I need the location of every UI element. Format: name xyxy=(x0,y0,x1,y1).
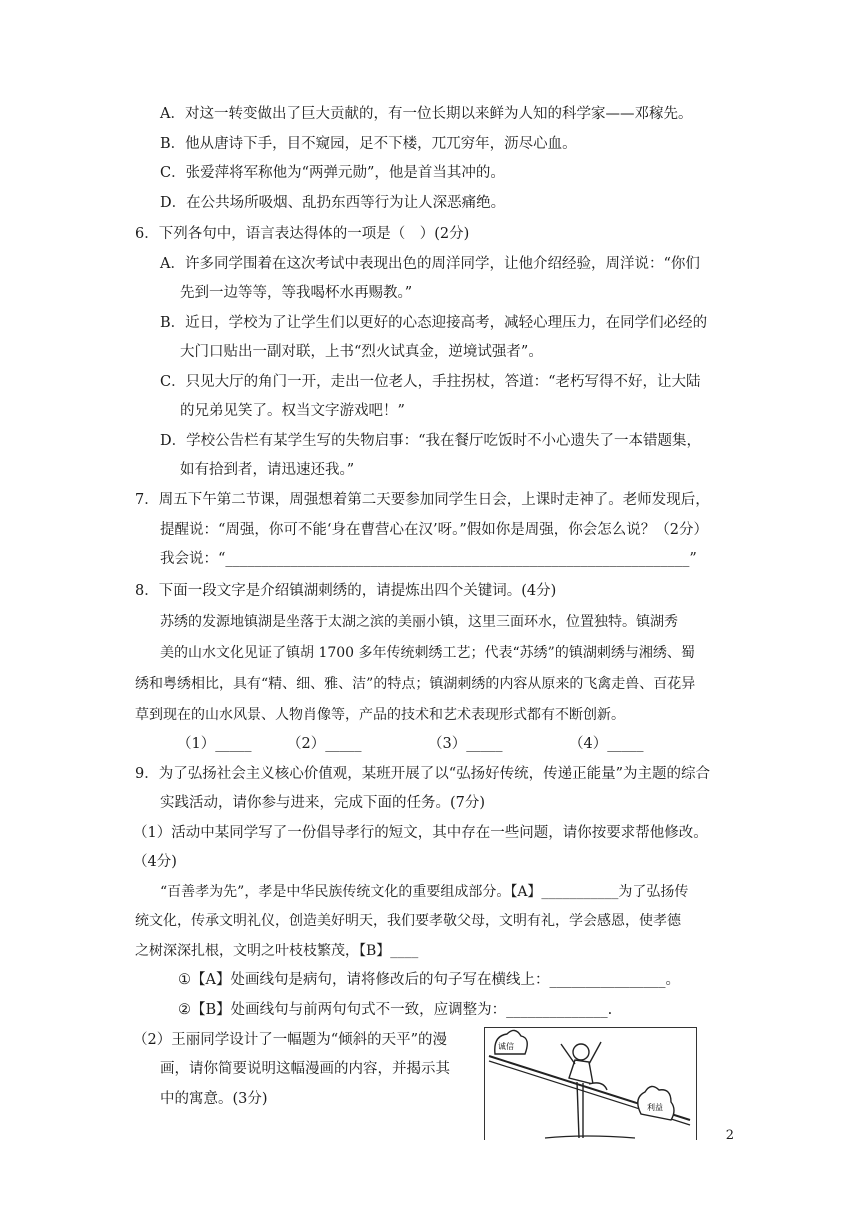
q9-sub2-line1: （2）王丽同学设计了一幅题为“倾斜的天平”的漫 xyxy=(133,1032,448,1048)
q9-line2: 实践活动，请你参与进来，完成下面的任务。(7分) xyxy=(160,795,486,811)
q6-option-a-line1: A．许多同学围着在这次考试中表现出色的周洋同学，让他介绍经验，周洋说：“你们 xyxy=(160,256,700,272)
integrity-label: 诚信 xyxy=(498,1042,514,1051)
q6-option-c-line2: 的兄弟见笑了。权当文字游戏吧！” xyxy=(180,403,405,419)
q5-option-a: A．对这一转变做出了巨大贡献的，有一位长期以来鲜为人知的科学家——邓稼先。 xyxy=(160,106,693,122)
q6-option-c-line1: C．只见大厅的角门一开，走出一位老人，手拄拐杖，答道：“老朽写得不好，让大陆 xyxy=(160,374,701,390)
q6-option-d-line2: 如有拾到者，请迅速还我。” xyxy=(180,462,355,478)
q7-answer-line: 我会说：“________________________________________________________________” xyxy=(160,551,697,567)
q8-blank-3: （3）_____ xyxy=(428,736,503,752)
q9-instruction-1: ①【A】处画线句是病句，请将修改后的句子写在横线上：________________。 xyxy=(178,972,680,988)
tilted-balance-cartoon xyxy=(484,1027,697,1140)
q7-line1: 7．周五下午第二节课，周强想着第二天要参加同学生日会，上课时走神了。老师发现后， xyxy=(135,492,710,508)
q8-blank-2: （2）_____ xyxy=(287,736,362,752)
q9-sub1-line2: （4分) xyxy=(133,854,177,870)
q5-option-c: C．张爱萍将军称他为“两弹元勋”，他是首当其冲的。 xyxy=(160,165,505,181)
interest-bag-icon xyxy=(638,1086,674,1120)
q5-option-d: D．在公共场所吸烟、乱扔东西等行为让人深恶痛绝。 xyxy=(160,195,506,211)
q8-passage-line1: 苏绣的发源地镇湖是坐落于太湖之滨的美丽小镇，这里三面环水，位置独特。镇湖秀 xyxy=(160,614,678,630)
q9-sub1-line1: （1）活动中某同学写了一份倡导孝行的短文，其中存在一些问题，请你按要求帮他修改。 xyxy=(133,825,708,841)
q9-line1: 9．为了弘扬社会主义核心价值观，某班开展了以“弘扬好传统，传递正能量”为主题的综合 xyxy=(135,766,711,782)
q9-essay-line3: 之树深深扎根，文明之叶枝枝繁茂，【B】____ xyxy=(135,943,419,959)
q6-option-b-line1: B．近日，学校为了让学生们以更好的心态迎接高考，减轻心理压力，在同学们必经的 xyxy=(160,315,708,331)
q9-instruction-2: ②【B】处画线句与前两句句式不一致，应调整为：______________. xyxy=(178,1002,613,1018)
q8-passage-line4: 草到现在的山水风景、人物肖像等，产品的技术和艺术表现形式都有不断创新。 xyxy=(135,707,625,723)
q6-option-d-line1: D．学校公告栏有某学生写的失物启事：“我在餐厅吃饭时不小心遗失了一本错题集， xyxy=(160,433,702,449)
q7-line2: 提醒说：“周强，你可不能‘身在曹营心在汉’呀。”假如你是周强，你会怎么说？（2分） xyxy=(160,522,709,538)
q6-option-a-line2: 先到一边等等，等我喝杯水再赐教。” xyxy=(180,285,413,301)
integrity-bag-icon xyxy=(495,1030,528,1054)
q9-essay-line2: 统文化，传承文明礼仪，创造美好明天，我们要孝敬父母，文明有礼，学会感恩，使孝德 xyxy=(135,913,681,929)
q6-option-b-line2: 大门口贴出一副对联，上书“烈火试真金，逆境试强者”。 xyxy=(180,344,543,360)
q6-stem: 6．下列各句中，语言表达得体的一项是（ ）(2分) xyxy=(135,226,470,242)
q8-blank-4: （4）_____ xyxy=(569,736,644,752)
q8-stem: 8．下面一段文字是介绍镇湖刺绣的，请提炼出四个关键词。(4分) xyxy=(135,583,557,599)
q8-passage-line2: 美的山水文化见证了镇胡 1700 多年传统刺绣工艺；代表“苏绣”的镇湖刺绣与湘绣、蜀 xyxy=(160,645,695,661)
q9-sub2-line2: 画，请你简要说明这幅漫画的内容，并揭示其 xyxy=(160,1061,450,1077)
q9-sub2-line3: 中的寓意。(3分) xyxy=(160,1091,268,1107)
page-number: 2 xyxy=(725,1128,734,1143)
q9-essay-line1: “百善孝为先”，孝是中华民族传统文化的重要组成部分。【A】___________为了弘扬传 xyxy=(160,884,689,900)
q5-option-b: B．他从唐诗下手，目不窥园，足不下楼，兀兀穷年，沥尽心血。 xyxy=(160,136,577,152)
interest-label: 利益 xyxy=(647,1103,663,1112)
q8-blank-1: （1）_____ xyxy=(177,736,252,752)
person-figure-icon xyxy=(561,1042,607,1138)
q8-passage-line3: 绣和粤绣相比，具有“精、细、雅、洁”的特点；镇湖刺绣的内容从原来的飞禽走兽、百花异 xyxy=(135,676,696,692)
